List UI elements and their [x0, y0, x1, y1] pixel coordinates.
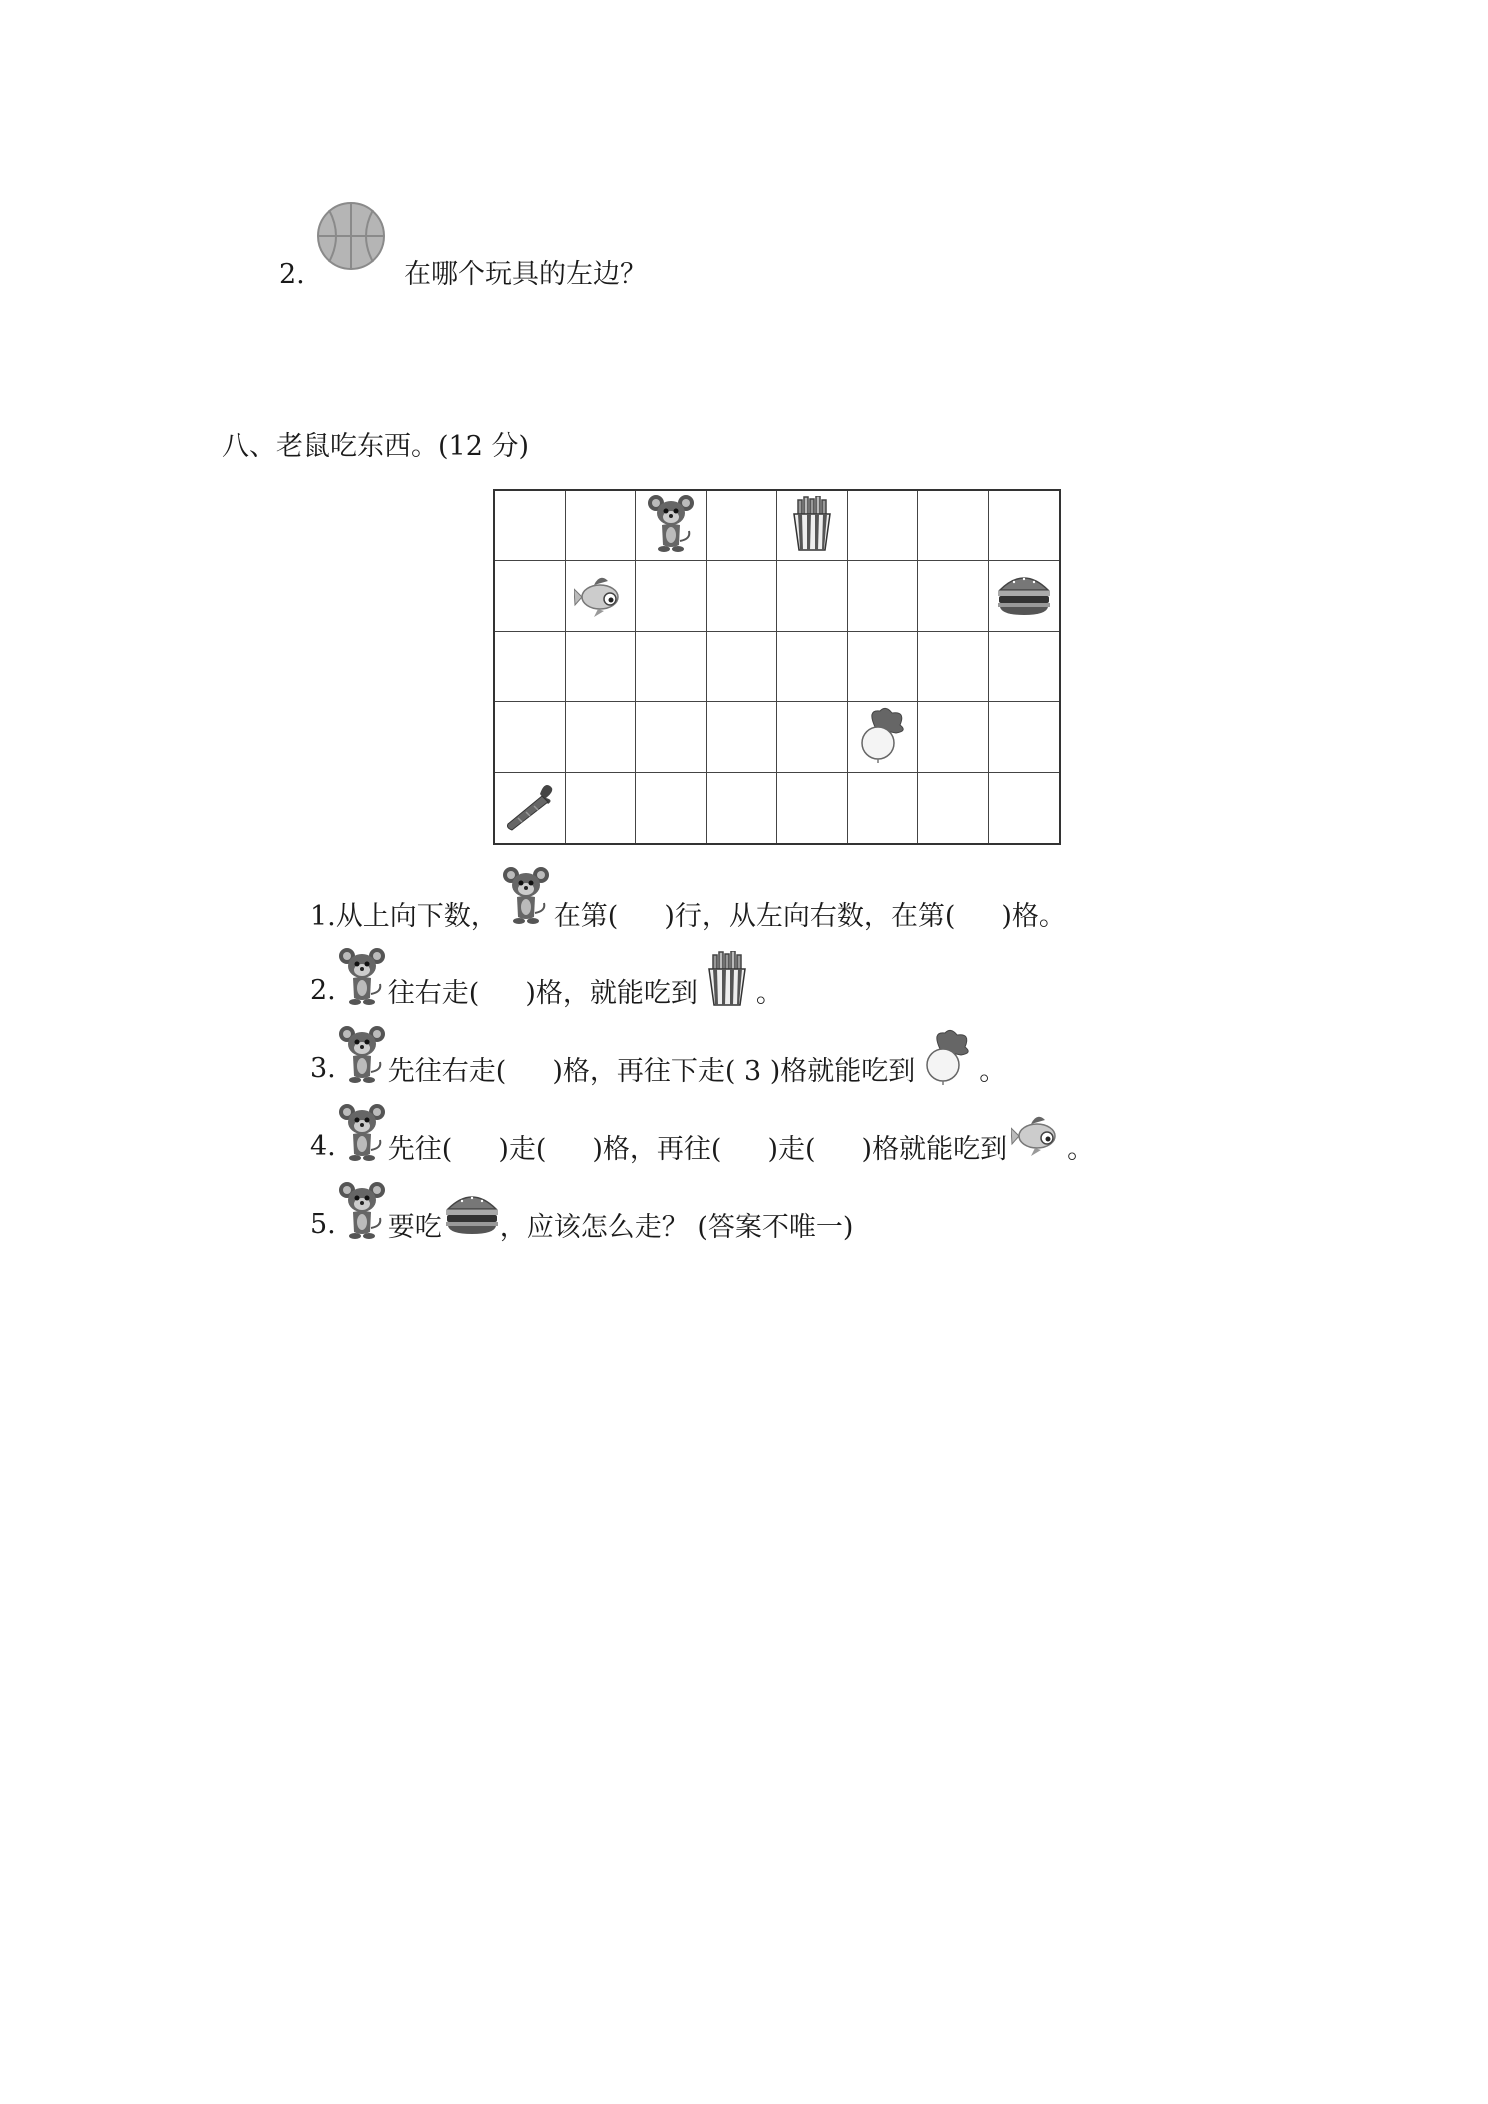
- grid-cell-r3-c4: [707, 632, 778, 702]
- grid-cell-r2-c1: [495, 561, 566, 631]
- grid-cell-r1-c4: [707, 491, 778, 561]
- grid-cell-r2-c2: [566, 561, 637, 631]
- q4-text-f: 。: [1067, 1133, 1095, 1165]
- question-2: [310, 960, 783, 1020]
- q7-item2-number: 2.: [279, 259, 305, 290]
- q5-text-a: 要吃: [387, 1211, 442, 1243]
- food-grid: [493, 489, 1061, 845]
- mouse-icon: [647, 493, 695, 559]
- grid-cell-r5-c7: [918, 773, 989, 843]
- question-1: [310, 883, 1066, 943]
- grid-cell-r1-c2: [566, 491, 637, 561]
- grid-cell-r5-c6: [848, 773, 919, 843]
- question-3: [310, 1038, 1006, 1098]
- grid-cell-r5-c8: [989, 773, 1060, 843]
- grid-cell-r5-c5: [777, 773, 848, 843]
- grid-cell-r4-c1: [495, 702, 566, 772]
- grid-cell-r3-c8: [989, 632, 1060, 702]
- q4-text-e: )格就能吃到: [861, 1133, 1008, 1165]
- grid-cell-r1-c8: [989, 491, 1060, 561]
- grid-cell-r1-c3: [636, 491, 707, 561]
- basketball-icon: [315, 198, 387, 278]
- grid-cell-r3-c3: [636, 632, 707, 702]
- q1-text-b: 在第(: [553, 900, 619, 932]
- grid-cell-r5-c3: [636, 773, 707, 843]
- q1-text-c: )行，从左向右数，在第(: [664, 900, 956, 932]
- q4-number: 4.: [310, 1130, 336, 1162]
- grid-cell-r2-c4: [707, 561, 778, 631]
- carrot-icon: [504, 780, 556, 836]
- hamburger-icon: [444, 1191, 500, 1242]
- q2-text-b: )格，就能吃到: [525, 977, 698, 1009]
- grid-cell-r1-c7: [918, 491, 989, 561]
- grid-cell-r3-c5: [777, 632, 848, 702]
- mouse-icon: [338, 946, 386, 1015]
- fries-icon: [704, 951, 750, 1014]
- grid-cell-r4-c2: [566, 702, 637, 772]
- q4-text-a: 先往(: [387, 1133, 453, 1165]
- grid-cell-r4-c4: [707, 702, 778, 772]
- grid-cell-r4-c3: [636, 702, 707, 772]
- question-5: [310, 1194, 853, 1254]
- radish-icon: [921, 1029, 973, 1092]
- fish-icon: [574, 571, 626, 621]
- grid-cell-r4-c5: [777, 702, 848, 772]
- q2-text-a: 往右走(: [387, 977, 480, 1009]
- section-title: 八、老鼠吃东西。(12 分): [222, 431, 530, 462]
- radish-icon: [856, 707, 908, 767]
- question-4: [310, 1116, 1094, 1176]
- grid-cell-r3-c6: [848, 632, 919, 702]
- grid-cell-r3-c1: [495, 632, 566, 702]
- hamburger-icon: [996, 572, 1052, 620]
- q5-number: 5.: [310, 1208, 336, 1240]
- q5-text-b: ，应该怎么走？ (答案不唯一): [499, 1211, 854, 1243]
- grid-cell-r4-c8: [989, 702, 1060, 772]
- fish-icon: [1011, 1110, 1063, 1163]
- q7-item2-text: 在哪个玩具的左边？: [404, 259, 647, 290]
- grid-cell-r3-c7: [918, 632, 989, 702]
- grid-cell-r2-c7: [918, 561, 989, 631]
- q2-text-c: 。: [755, 977, 783, 1009]
- q4-text-c: )格，再往(: [592, 1133, 722, 1165]
- grid-cell-r2-c6: [848, 561, 919, 631]
- q3-number: 3.: [310, 1052, 336, 1084]
- grid-cell-r2-c8: [989, 561, 1060, 631]
- q1-text-d: )格。: [1001, 900, 1066, 932]
- grid-cell-r4-c7: [918, 702, 989, 772]
- grid-cell-r5-c2: [566, 773, 637, 843]
- fries-icon: [789, 496, 835, 556]
- grid-cell-r2-c3: [636, 561, 707, 631]
- q3-text-c: 。: [979, 1055, 1007, 1087]
- q4-text-d: )走(: [767, 1133, 816, 1165]
- mouse-icon: [338, 1024, 386, 1093]
- q3-text-a: 先往右走(: [387, 1055, 507, 1087]
- grid-cell-r3-c2: [566, 632, 637, 702]
- grid-cell-r1-c1: [495, 491, 566, 561]
- mouse-icon: [338, 1102, 386, 1171]
- grid-cell-r5-c4: [707, 773, 778, 843]
- mouse-icon: [338, 1180, 386, 1249]
- q1-text-a: 1.从上向下数，: [310, 900, 498, 932]
- q2-number: 2.: [310, 974, 336, 1006]
- grid-cell-r1-c5: [777, 491, 848, 561]
- grid-cell-r2-c5: [777, 561, 848, 631]
- mouse-icon: [502, 865, 550, 934]
- q4-text-b: )走(: [498, 1133, 547, 1165]
- q3-text-b: )格，再往下走( 3 )格就能吃到: [552, 1055, 916, 1087]
- grid-cell-r4-c6: [848, 702, 919, 772]
- grid-cell-r5-c1: [495, 773, 566, 843]
- grid-cell-r1-c6: [848, 491, 919, 561]
